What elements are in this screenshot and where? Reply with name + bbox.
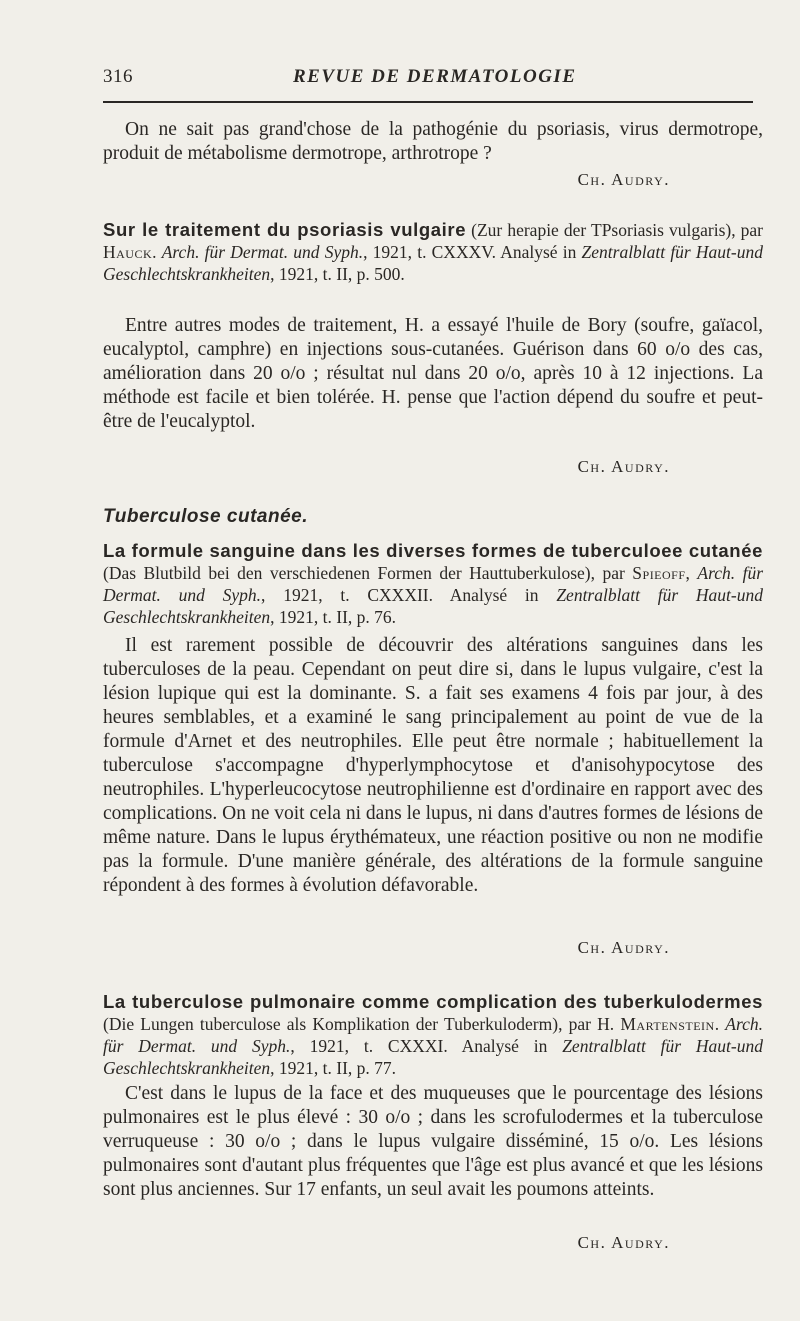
abstract-journal: Zentralblatt für Haut-und Geschlechtskrankheiten <box>103 242 764 284</box>
signature: Ch. Audry. <box>577 170 670 189</box>
header-rule <box>103 101 753 103</box>
journal-name: Arch. für Dermat. und Syph. <box>103 563 763 605</box>
reference-text: (Die Lungen tuberculose als Komplikation der Tuberkuloderm), par H. <box>103 1014 621 1034</box>
reference-text: . <box>152 242 162 262</box>
abstract-journal: Zentralblatt für Haut-und Geschlechtskrankheiten <box>103 585 763 627</box>
article-paragraph: Il est rarement possible de découvrir des altérations sanguines dans les tuberculoses de la peau. Cependant on peut dire si, dans le lupus vulgaire, c'est la lésion lupique qui est la dominante. S. a fait ses examens 4 fois par jour, à des heures semblables, et a examiné le sang principalement au point de vue de la formule d'Arnet et des neutrophiles. Elle peut être normale ; habituellement la tuberculose s'accompagne d'hyperlymphocytose et d'anisohypocytose des neutrophiles. L'hyperleucocytose neutrophilienne est d'ordinaire en rapport avec des complications. On ne voit cela ni dans le lupus, ni dans d'autres formes de lésions de même nature. Dans le lupus érythémateux, une réaction positive ou non ne modifie pas la formule. D'une manière générale, des altérations de la formule sanguine répondent à des formes à évolution défavorable. <box>103 635 763 896</box>
reference-text: (Zur herapie der TPsoriasis vulgaris), par <box>466 220 764 240</box>
page-number: 316 <box>103 66 133 87</box>
article-paragraph: Entre autres modes de traitement, H. a essayé l'huile de Bory (soufre, gaïacol, eucalyptol, camphre) en injections sous-cutanées. Guérison dans 60 o/o des cas, amélioration dans 20 o/o ; résultat nul dans 20 o/o, après 10 à 12 injections. La méthode est facile et bien tolérée. H. pense que l'action dépend du soufre et peut-être de l'eucalyptol. <box>103 315 763 432</box>
signature: Ch. Audry. <box>577 938 670 957</box>
journal-name: Arch. für Dermat. und Syph. <box>103 1014 764 1056</box>
article-paragraph: C'est dans le lupus de la face et des muqueuses que le pourcentage des lésions pulmonaires est le plus élevé : 30 o/o ; dans les scrofulodermes et la tuberculose verruqueuse : 30 o/o ; dans le lupus vulgaire disséminé, 15 o/o. Les lésions pulmonaires sont d'autant plus fréquentes que l'âge est plus avancé et que les lésions sont plus anciennes. Sur 17 enfants, un seul avait les poumons atteints. <box>103 1083 763 1200</box>
article-title: La tuberculose pulmonaire comme complication des tuberkulodermes <box>103 991 763 1012</box>
signature: Ch. Audry. <box>577 457 670 476</box>
signature: Ch. Audry. <box>577 1233 670 1252</box>
author-name: Hauck <box>103 242 153 262</box>
running-title: REVUE DE DERMATOLOGIE <box>293 66 577 87</box>
article-title: Sur le traitement du psoriasis vulgaire <box>103 219 467 240</box>
reference-text: , 1921, t. II, p. 77. <box>270 1058 397 1078</box>
reference-text: . <box>714 1014 726 1034</box>
continued-paragraph: On ne sait pas grand'chose de la pathogénie du psoriasis, virus dermotrope, produit de métabolisme dermotrope, arthrotrope ? <box>103 119 763 164</box>
reference-text: , 1921, t. CXXXV. Analysé in <box>363 242 582 262</box>
reference-text: , <box>685 563 698 583</box>
article-title: La formule sanguine dans les diverses formes de tuberculoee cutanée <box>103 540 763 561</box>
abstract-journal: Zentralblatt für Haut-und Geschlechtskrankheiten <box>103 1036 763 1078</box>
article-headline <box>103 219 763 285</box>
author-name: Martenstein <box>620 1014 715 1034</box>
reference-text: , 1921, t. CXXXI. Analysé in <box>290 1036 563 1056</box>
reference-text: , 1921, t. II, p. 500. <box>270 264 405 284</box>
section-heading: Tuberculose cutanée. <box>103 506 308 527</box>
reference-text: (Das Blutbild bei den verschiedenen Formen der Hauttuberkulose), par <box>103 563 633 583</box>
author-name: Spieoff <box>632 563 686 583</box>
reference-text: , 1921, t. CXXXII. Analysé in <box>261 585 557 605</box>
page-header <box>103 66 753 94</box>
journal-name: Arch. für Dermat. und Syph. <box>161 242 364 262</box>
article-headline <box>103 991 763 1079</box>
reference-text: , 1921, t. II, p. 76. <box>270 607 397 627</box>
article-headline <box>103 540 763 628</box>
